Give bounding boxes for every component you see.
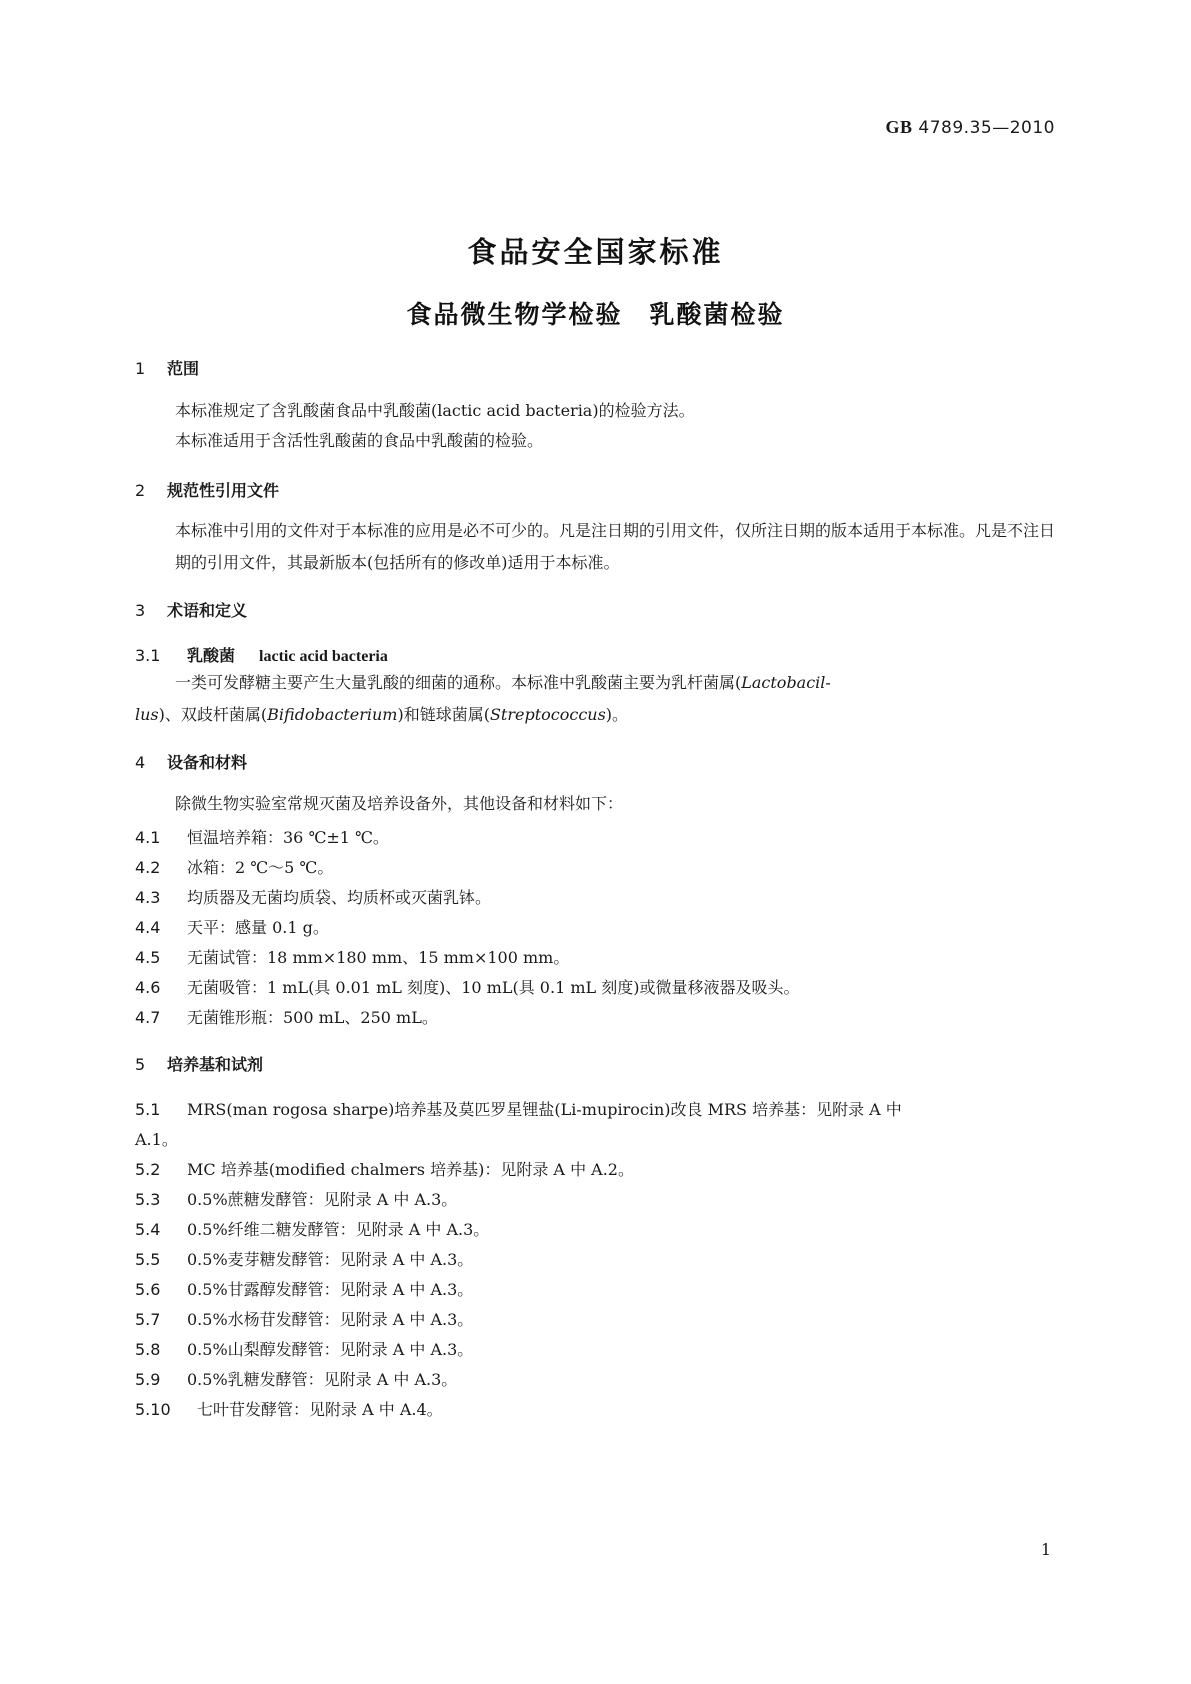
list-item: 4.1 恒温培养箱：36 ℃±1 ℃。 xyxy=(135,828,389,847)
scope-line-2: 本标准适用于含活性乳酸菌的食品中乳酸菌的检验。 xyxy=(175,431,544,450)
section-heading-3: 3 术语和定义 xyxy=(135,601,248,620)
document-subtitle: 食品微生物学检验 乳酸菌检验 xyxy=(406,300,785,329)
list-item: 5.5 0.5%麦芽糖发酵管：见附录 A 中 A.3。 xyxy=(135,1250,474,1269)
section-heading-5: 5 培养基和试剂 xyxy=(135,1055,264,1074)
normative-references-paragraph: 本标准中引用的文件对于本标准的应用是必不可少的。凡是注日期的引用文件，仅所注日期的版本适用于本标准。凡是不注日期的引用文件，其最新版本(包括所有的修改单)适用于本标准。 xyxy=(175,521,1056,572)
list-item: 4.4 天平：感量 0.1 g。 xyxy=(135,918,329,937)
scope-line-1: 本标准规定了含乳酸菌食品中乳酸菌(lactic acid bacteria)的检验方法。 xyxy=(175,401,695,420)
list-item-continuation: A.1。 xyxy=(135,1130,178,1149)
section-heading-4: 4 设备和材料 xyxy=(135,753,248,772)
term-definition: 一类可发酵糖主要产生大量乳酸的细菌的通称。本标准中乳酸菌主要为乳杆菌属(Lactobacil- lus)、双歧杆菌属(Bifidobacterium)和链球菌属(Streptococcus)。 xyxy=(135,673,831,724)
list-item: 5.3 0.5%蔗糖发酵管：见附录 A 中 A.3。 xyxy=(135,1190,458,1209)
page-number: 1 xyxy=(1040,1540,1051,1559)
list-item: 5.7 0.5%水杨苷发酵管：见附录 A 中 A.3。 xyxy=(135,1310,474,1329)
list-item: 5.4 0.5%纤维二糖发酵管：见附录 A 中 A.3。 xyxy=(135,1220,490,1239)
list-item: 4.5 无菌试管：18 mm×180 mm、15 mm×100 mm。 xyxy=(135,948,570,967)
equipment-intro: 除微生物实验室常规灭菌及培养设备外，其他设备和材料如下： xyxy=(175,794,624,813)
standard-code xyxy=(886,117,1056,138)
list-item: 4.6 无菌吸管：1 mL(具 0.01 mL 刻度)、10 mL(具 0.1 mL 刻度)或微量移液器及吸头。 xyxy=(135,978,800,997)
list-item: 4.7 无菌锥形瓶：500 mL、250 mL。 xyxy=(135,1008,438,1027)
document-title: 食品安全国家标准 xyxy=(467,235,724,269)
list-item: 4.2 冰箱：2 ℃～5 ℃。 xyxy=(135,858,334,877)
list-item: 5.2 MC 培养基(modified chalmers 培养基)：见附录 A 中 A.2。 xyxy=(135,1160,634,1179)
list-item: 5.6 0.5%甘露醇发酵管：见附录 A 中 A.3。 xyxy=(135,1280,474,1299)
list-item: 4.3 均质器及无菌均质袋、均质杯或灭菌乳钵。 xyxy=(135,888,492,907)
term-heading: 3.1 乳酸菌 lactic acid bacteria xyxy=(135,646,388,665)
list-item: 5.9 0.5%乳糖发酵管：见附录 A 中 A.3。 xyxy=(135,1370,458,1389)
list-item: 5.10 七叶苷发酵管：见附录 A 中 A.4。 xyxy=(135,1400,443,1419)
standard-prefix: GB xyxy=(885,117,913,137)
standard-number: 4789.35—2010 xyxy=(918,118,1055,138)
list-item: 5.1 MRS(man rogosa sharpe)培养基及莫匹罗星锂盐(Li-mupirocin)改良 MRS 培养基：见附录 A 中 xyxy=(135,1100,902,1119)
section-heading-2: 2 规范性引用文件 xyxy=(135,481,280,500)
list-item: 5.8 0.5%山梨醇发酵管：见附录 A 中 A.3。 xyxy=(135,1340,474,1359)
section-heading-1: 1 范围 xyxy=(135,359,200,378)
